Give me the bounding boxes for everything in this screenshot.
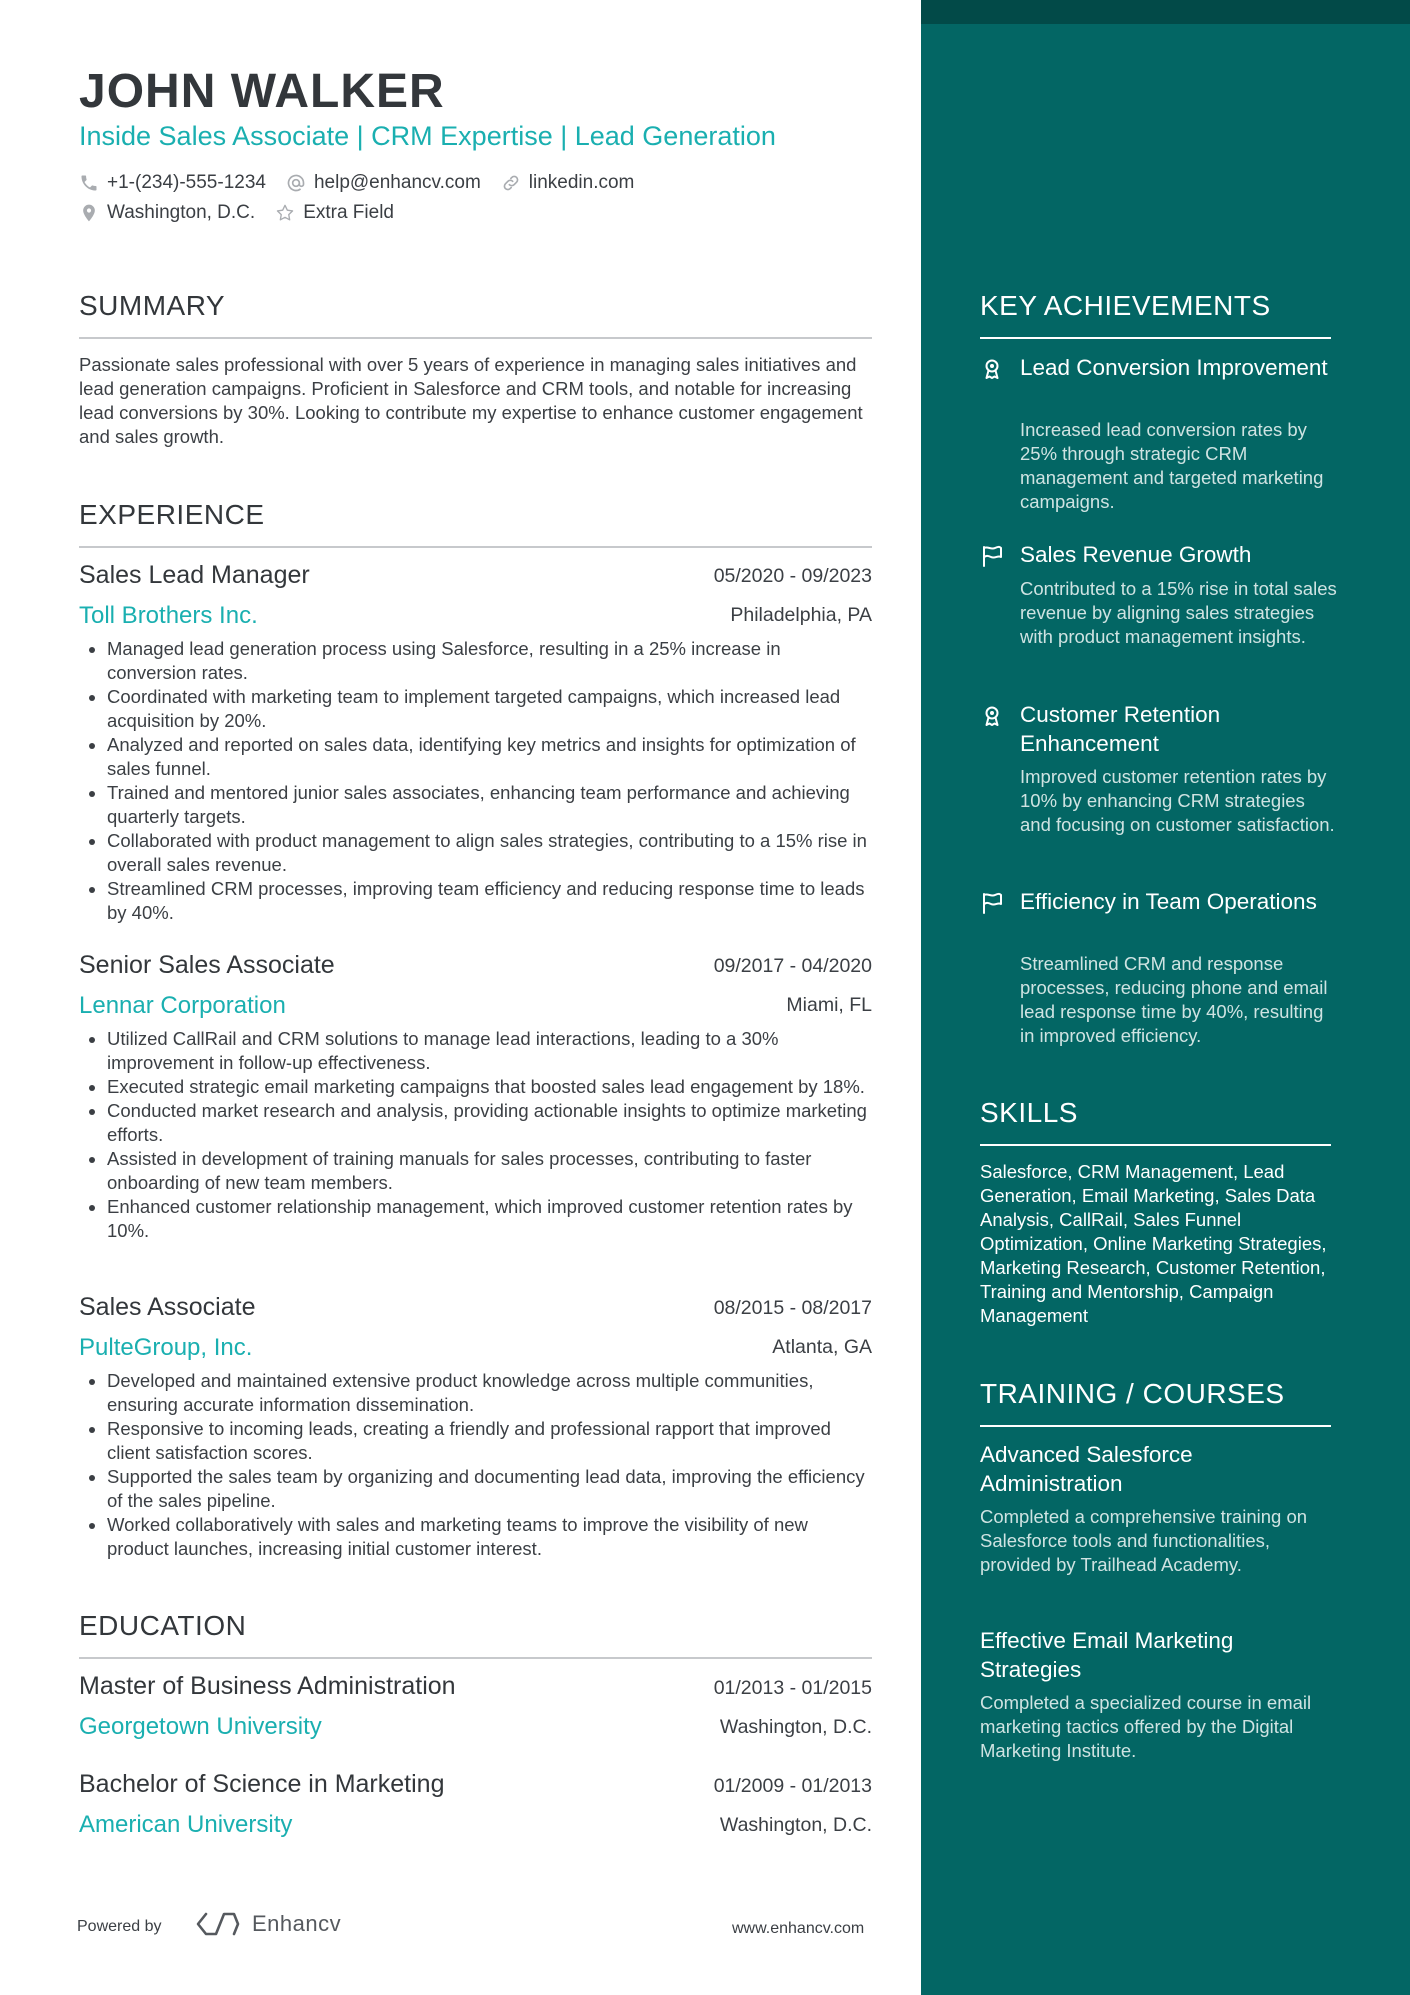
list-item: Executed strategic email marketing campaigns that boosted sales lead engagement by 18%. xyxy=(79,1075,872,1099)
sidebar-top-band xyxy=(921,0,1410,24)
achievement-title: Customer Retention Enhancement xyxy=(1020,702,1221,756)
degree-dates: 01/2013 - 01/2015 xyxy=(713,1677,872,1699)
degree-title: Bachelor of Science in Marketing xyxy=(79,1770,445,1798)
list-item: Collaborated with product management to align sales strategies, contributing to a 15% rise in overall sales revenue. xyxy=(79,829,872,877)
education-heading: EDUCATION xyxy=(79,1610,247,1641)
phone-icon xyxy=(79,173,99,193)
list-item: Managed lead generation process using Salesforce, resulting in a 25% increase in conversion rates. xyxy=(79,637,872,685)
job-location: Philadelphia, PA xyxy=(730,604,872,626)
list-item: Coordinated with marketing team to implement targeted campaigns, which increased lead acquisition by 20%. xyxy=(79,685,872,733)
extra-text: Extra Field xyxy=(303,202,394,223)
candidate-name: JOHN WALKER xyxy=(79,65,445,118)
award-icon xyxy=(980,357,1004,381)
school-name: Georgetown University xyxy=(79,1713,322,1740)
experience-heading: EXPERIENCE xyxy=(79,499,265,530)
flag-icon xyxy=(980,544,1004,568)
job-dates: 05/2020 - 09/2023 xyxy=(713,565,872,587)
job-bullets xyxy=(79,1027,872,1243)
achievement-desc: Contributed to a 15% rise in total sales revenue by aligning sales strategies with product management insights. xyxy=(1020,578,1337,647)
school-name: American University xyxy=(79,1811,293,1838)
summary-divider xyxy=(79,337,872,339)
courses-divider xyxy=(980,1425,1331,1427)
course-title: Advanced Salesforce Administration xyxy=(980,1442,1193,1496)
skills-divider xyxy=(980,1144,1331,1146)
courses-heading: TRAINING / COURSES xyxy=(980,1378,1285,1409)
contact-row-1 xyxy=(79,172,654,194)
degree-dates: 01/2009 - 01/2013 xyxy=(713,1775,872,1797)
job-dates: 09/2017 - 04/2020 xyxy=(713,955,872,977)
award-icon xyxy=(980,704,1004,728)
location-text: Washington, D.C. xyxy=(107,202,256,223)
summary-text: Passionate sales professional with over 5 years of experience in managing sales initiatives and lead generation campaigns. Proficient in Salesforce and CRM tools, and notable for increasing lead conversions by 30%. Looking to contribute my expertise to enhance customer engagement and sales growth. xyxy=(79,354,863,447)
email-item xyxy=(286,172,481,194)
achievements-divider xyxy=(980,337,1331,339)
job-company: Lennar Corporation xyxy=(79,992,286,1019)
powered-by-label: Powered by xyxy=(77,1918,162,1935)
contact-row-2 xyxy=(79,202,414,224)
job-company: Toll Brothers Inc. xyxy=(79,602,258,629)
experience-divider xyxy=(79,546,872,548)
job-bullets xyxy=(79,637,872,925)
list-item: Analyzed and reported on sales data, identifying key metrics and insights for optimization of sales funnel. xyxy=(79,733,872,781)
enhancv-logo[interactable] xyxy=(194,1910,341,1938)
extra-item xyxy=(275,202,394,224)
list-item: Streamlined CRM processes, improving team efficiency and reducing response time to leads by 40%. xyxy=(79,877,872,925)
location-item xyxy=(79,202,255,224)
school-location: Washington, D.C. xyxy=(719,1716,872,1738)
achievements-heading: KEY ACHIEVEMENTS xyxy=(980,290,1271,321)
phone-item xyxy=(79,172,266,194)
achievement-desc: Increased lead conversion rates by 25% through strategic CRM management and targeted marketing campaigns. xyxy=(1020,419,1324,512)
list-item: Developed and maintained extensive product knowledge across multiple communities, ensuring accurate information dissemination. xyxy=(79,1369,872,1417)
flag-icon xyxy=(980,891,1004,915)
list-item: Conducted market research and analysis, providing actionable insights to optimize marketing efforts. xyxy=(79,1099,872,1147)
achievement-desc: Streamlined CRM and response processes, reducing phone and email lead response time by 40%, resulting in improved efficiency. xyxy=(1020,953,1328,1046)
phone-text[interactable]: +1-(234)-555-1234 xyxy=(107,172,266,193)
link-item xyxy=(501,172,635,194)
achievement-desc: Improved customer retention rates by 10% by enhancing CRM strategies and focusing on customer satisfaction. xyxy=(1020,766,1335,835)
education-divider xyxy=(79,1657,872,1659)
job-dates: 08/2015 - 08/2017 xyxy=(713,1297,872,1319)
summary-heading: SUMMARY xyxy=(79,290,226,321)
achievement-title: Sales Revenue Growth xyxy=(1020,542,1252,567)
skills-heading: SKILLS xyxy=(980,1097,1078,1128)
email-text[interactable]: help@enhancv.com xyxy=(313,172,481,193)
list-item: Utilized CallRail and CRM solutions to manage lead interactions, leading to a 30% improvement in follow-up effectiveness. xyxy=(79,1027,872,1075)
at-icon xyxy=(286,173,306,193)
link-text[interactable]: linkedin.com xyxy=(528,172,635,193)
star-icon xyxy=(275,203,295,223)
enhancv-logo-icon xyxy=(194,1910,242,1938)
list-item: Responsive to incoming leads, creating a friendly and professional rapport that improved client satisfaction scores. xyxy=(79,1417,872,1465)
link-icon xyxy=(501,173,521,193)
job-title: Senior Sales Associate xyxy=(79,951,335,979)
job-location: Miami, FL xyxy=(786,994,872,1016)
school-location: Washington, D.C. xyxy=(719,1814,872,1836)
achievement-title: Efficiency in Team Operations xyxy=(1020,889,1317,914)
course-desc: Completed a comprehensive training on Salesforce tools and functionalities, provided by Trailhead Academy. xyxy=(980,1506,1308,1575)
job-title: Sales Lead Manager xyxy=(79,561,310,589)
list-item: Assisted in development of training manuals for sales processes, contributing to faster onboarding of new team members. xyxy=(79,1147,872,1195)
website-link[interactable]: www.enhancv.com xyxy=(732,1920,865,1937)
location-pin-icon xyxy=(79,203,99,223)
job-location: Atlanta, GA xyxy=(772,1336,872,1358)
course-title: Effective Email Marketing Strategies xyxy=(980,1628,1234,1682)
job-bullets xyxy=(79,1369,872,1561)
course-desc: Completed a specialized course in email marketing tactics offered by the Digital Marketing Institute. xyxy=(980,1692,1312,1761)
enhancv-brand: Enhancv xyxy=(252,1911,342,1936)
list-item: Trained and mentored junior sales associates, enhancing team performance and achieving quarterly targets. xyxy=(79,781,872,829)
list-item: Worked collaboratively with sales and marketing teams to improve the visibility of new product launches, increasing initial customer interest. xyxy=(79,1513,872,1561)
skills-text: Salesforce, CRM Management, Lead Generation, Email Marketing, Sales Data Analysis, CallRail, Sales Funnel Optimization, Online Marketing Strategies, Marketing Research, Customer Retention, Training and Mentorship, Campaign Management xyxy=(980,1161,1327,1326)
list-item: Supported the sales team by organizing and documenting lead data, improving the efficiency of the sales pipeline. xyxy=(79,1465,872,1513)
job-company: PulteGroup, Inc. xyxy=(79,1334,253,1361)
list-item: Enhanced customer relationship management, which improved customer retention rates by 10%. xyxy=(79,1195,872,1243)
degree-title: Master of Business Administration xyxy=(79,1672,456,1700)
job-title: Sales Associate xyxy=(79,1293,256,1321)
candidate-title: Inside Sales Associate | CRM Expertise | Lead Generation xyxy=(79,121,776,151)
achievement-title: Lead Conversion Improvement xyxy=(1020,355,1328,380)
